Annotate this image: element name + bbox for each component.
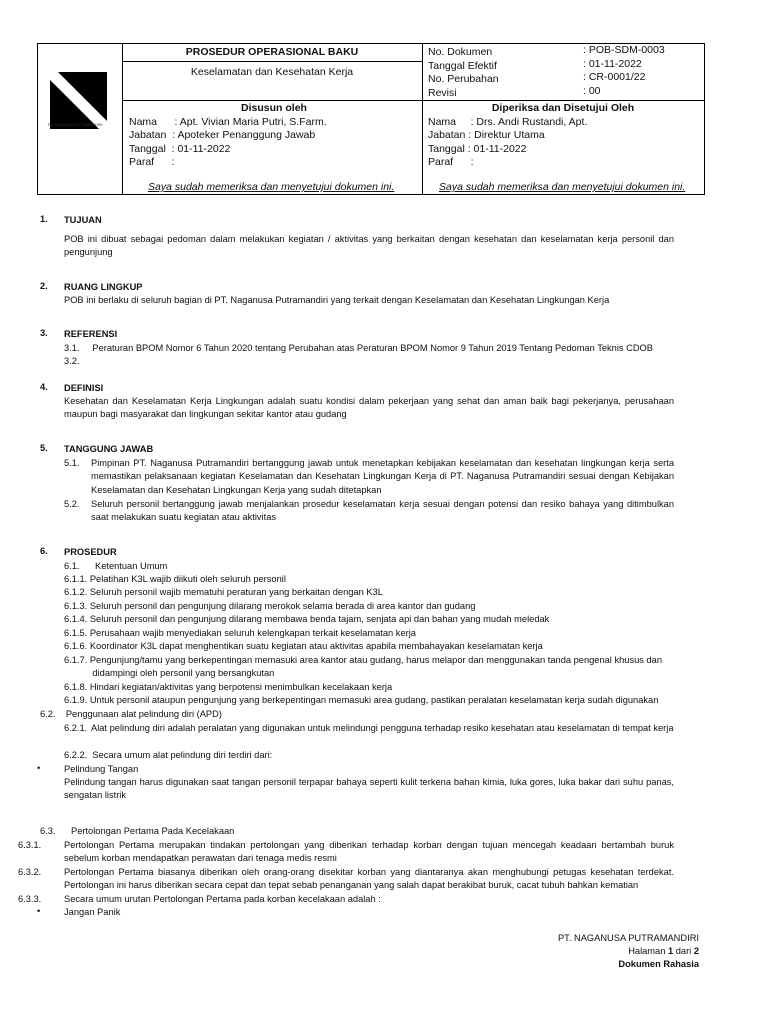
approved-paraf: Paraf :	[428, 156, 474, 168]
bullet-icon: •	[37, 763, 41, 773]
reference-item: 3.1. Peraturan BPOM Nomor 6 Tahun 2020 tentang Perubahan atas Peraturan BPOM Nomor 9 Tahun 2019 Tentang Pedoman Teknis CDOB	[64, 343, 653, 353]
item-number: 5.2.	[64, 499, 80, 509]
divider	[422, 44, 423, 194]
company-logo	[50, 72, 107, 129]
prepared-tanggal: Tanggal : 01-11-2022	[129, 142, 231, 155]
doc-subtitle: Keselamatan dan Kesehatan Kerja	[190, 66, 354, 78]
apd-definition: Alat pelindung diri adalah peralatan yang digunakan untuk melindungi pengguna terhadap resiko kesehatan atau keselamatan di tempat kerja	[91, 723, 674, 733]
item-number: 5.1.	[64, 458, 80, 468]
section-number: 4.	[40, 382, 48, 392]
confidential-label: Dokumen Rahasia	[618, 959, 699, 969]
approved-by-block	[428, 102, 698, 170]
divider	[122, 61, 422, 62]
section-text-tujuan: POB ini dibuat sebagai pedoman dalam melakukan kegiatan / aktivitas yang berkaitan dengan kesehatan dan keselamatan kerja personil dan pengunjung	[64, 234, 674, 258]
meta-label-revisi: Revisi	[428, 86, 457, 99]
procedure-line: 6.1.6. Koordinator K3L dapat menghentikan suatu kegiatan atau aktivitas apabila membahayakan keselamatan kerja	[64, 641, 543, 651]
responsibility-text: Pimpinan PT. Naganusa Putramandiri bertanggung jawab untuk menetapkan kebijakan keselamatan dan kesehatan lingkungan kerja serta memastikan pelaksanaan kegiatan Keselamatan dan Kesehatan Lingkungan Kerja di PT. Naganusa Putramandiri sesuai dengan Kebijakan Keselamatan dan Kesehatan Lingkungan Kerja yang sudah ditetapkan	[91, 458, 674, 495]
procedure-line: 6.1.5. Perusahaan wajib menyediakan seluruh kelengkapan terkait keselamatan kerja	[64, 628, 416, 638]
apd-heading: 6.2. Penggunaan alat pelindung diri (APD)	[40, 709, 222, 719]
section-title-definisi: DEFINISI	[64, 383, 104, 393]
page-indicator	[558, 945, 699, 958]
approved-heading: Diperiksa dan Disetujui Oleh	[491, 102, 635, 114]
item-number: 6.2.1.	[64, 723, 88, 733]
bullet-icon: •	[37, 906, 41, 916]
section-title-referensi: REFERENSI	[64, 329, 118, 339]
glove-text: Pelindung tangan harus digunakan saat tangan personil terpapar bahaya seperti kulit terkena bahan kimia, luka gores, luka bakar dari suhu panas, sengatan listrik	[64, 777, 674, 801]
meta-label-tanggal: Tanggal Efektif	[428, 59, 497, 72]
section-number: 3.	[40, 328, 48, 338]
section-title-ruang-lingkup: RUANG LINGKUP	[64, 282, 143, 292]
section-title-prosedur: PROSEDUR	[64, 547, 117, 557]
prepared-statement: Saya sudah memeriksa dan menyetujui dokumen ini.	[148, 181, 395, 193]
prepared-jabatan: Jabatan : Apoteker Penanggung Jawab	[129, 129, 316, 141]
page-total: 2	[693, 946, 699, 956]
approved-statement: Saya sudah memeriksa dan menyetujui dokumen ini.	[439, 181, 686, 193]
page-number: 1	[667, 946, 674, 956]
reference-item: 3.2.	[64, 356, 80, 366]
meta-value-tanggal: : 01-11-2022	[583, 57, 642, 70]
glove-title: Pelindung Tangan	[64, 764, 139, 774]
approved-nama: Nama : Drs. Andi Rustandi, Apt.	[428, 115, 588, 128]
divider	[122, 100, 705, 101]
prepared-paraf: Paraf :	[129, 156, 175, 168]
page-prefix: Halaman	[628, 946, 668, 956]
prepared-nama: Nama : Apt. Vivian Maria Putri, S.Farm.	[129, 115, 327, 128]
responsibility-text: Seluruh personil bertanggung jawab menjalankan prosedur keselamatan kerja sesuai dengan potensi dan resiko bahaya yang ditimbulkan saat melakukan suatu kegiatan atau aktivitas	[91, 499, 674, 523]
footer-company: PT. NAGANUSA PUTRAMANDIRI	[557, 933, 699, 943]
section-number: 5.	[40, 443, 48, 453]
first-aid-heading: 6.3. Pertolongan Pertama Pada Kecelakaan	[40, 826, 235, 836]
approved-tanggal: Tanggal : 01-11-2022	[428, 142, 527, 155]
section-title-tanggung-jawab: TANGGUNG JAWAB	[64, 444, 154, 454]
approved-jabatan: Jabatan : Direktur Utama	[428, 129, 545, 141]
prepared-heading: Disusun oleh	[241, 102, 307, 114]
procedure-line: 6.1. Ketentuan Umum	[64, 561, 168, 571]
procedure-line: didampingi oleh personil yang bersangkutan	[64, 668, 275, 678]
meta-value-dokumen: : POB-SDM-0003	[583, 44, 665, 56]
procedure-line: 6.1.3. Seluruh personil dan pengunjung dilarang merokok selama berada di area kantor dan gudang	[64, 601, 476, 611]
section-number: 6.	[40, 546, 48, 556]
logo-mark-icon	[50, 72, 107, 129]
procedure-line: 6.1.9. Untuk personil ataupun pengunjung yang berkepentingan memasuki area gudang, pastikan peralatan keselamatan kerja sudah digunakan	[64, 695, 659, 705]
procedure-line: 6.1.2. Seluruh personil wajib mematuhi peraturan yang berkaitan dengan K3L	[64, 587, 383, 597]
first-aid-text: Secara umum urutan Pertolongan Pertama pada korban kecelakaan adalah :	[64, 894, 381, 904]
item-number: 6.3.1.	[18, 840, 42, 850]
page-mid: dari	[673, 946, 694, 956]
first-aid-step: Jangan Panik	[64, 907, 121, 917]
footer	[558, 932, 699, 971]
section-number: 2.	[40, 281, 48, 291]
item-number: 6.3.2.	[18, 867, 42, 877]
procedure-line: 6.1.4. Seluruh personil dan pengunjung dilarang membawa benda tajam, senjata api dan bahan yang mudah meledak	[64, 614, 550, 624]
first-aid-text: Pertolongan Pertama biasanya diberikan oleh orang-orang disekitar korban yang diantaranya akan menghubungi petugas kesehatan terdekat. Pertolongan ini harus diberikan secara cepat dan tepat sebab penanganan yang salah dapat berakibat buruk, cacat tubuh bahkan kematian	[64, 867, 674, 891]
section-text-definisi: Kesehatan dan Keselamatan Kerja Lingkungan adalah suatu kondisi dalam pekerjaan yang sehat dan aman baik bagi pekerjanya, perusahaan maupun bagi masyarakat dan lingkungan sekitar kantor atau gudang	[64, 396, 674, 420]
doc-title: PROSEDUR OPERASIONAL BAKU	[185, 46, 359, 58]
meta-label-perubahan: No. Perubahan	[428, 73, 499, 85]
meta-labels	[428, 46, 499, 100]
item-number: 6.3.3.	[18, 894, 42, 904]
meta-value-perubahan: : CR-0001/22	[583, 71, 646, 83]
logo-caption: PT. NAGANUSA PUTRAMANDIRI	[48, 123, 103, 127]
meta-values	[583, 44, 665, 98]
meta-label-dokumen: No. Dokumen	[428, 46, 493, 58]
procedure-line: 6.1.1. Pelatihan K3L wajib diikuti oleh seluruh personil	[64, 574, 286, 584]
section-text-ruang-lingkup: POB ini berlaku di seluruh bagian di PT. Naganusa Putramandiri yang terkait dengan Keselamatan dan Kesehatan Lingkungan Kerja	[64, 295, 610, 305]
apd-list-intro: 6.2.2. Secara umum alat pelindung diri terdiri dari:	[64, 750, 273, 760]
section-number: 1.	[40, 214, 48, 224]
section-title-tujuan: TUJUAN	[64, 215, 102, 225]
document-header-table	[37, 43, 705, 195]
prepared-by-block	[129, 102, 419, 170]
meta-value-revisi: : 00	[583, 84, 601, 97]
procedure-line: 6.1.7. Pengunjung/tamu yang berkepentingan memasuki area kantor atau gudang, harus melapor dan menggunakan tanda pengenal khusus dan	[64, 655, 663, 665]
first-aid-text: Pertolongan Pertama merupakan tindakan pertolongan yang diberikan terhadap korban dengan tujuan mencegah keadaan bertambah buruk sebelum korban mendapatkan perawatan dari tenaga medis resmi	[64, 840, 674, 864]
procedure-line: 6.1.8. Hindari kegiatan/aktivitas yang berpotensi menimbulkan kecelakaan kerja	[64, 682, 393, 692]
